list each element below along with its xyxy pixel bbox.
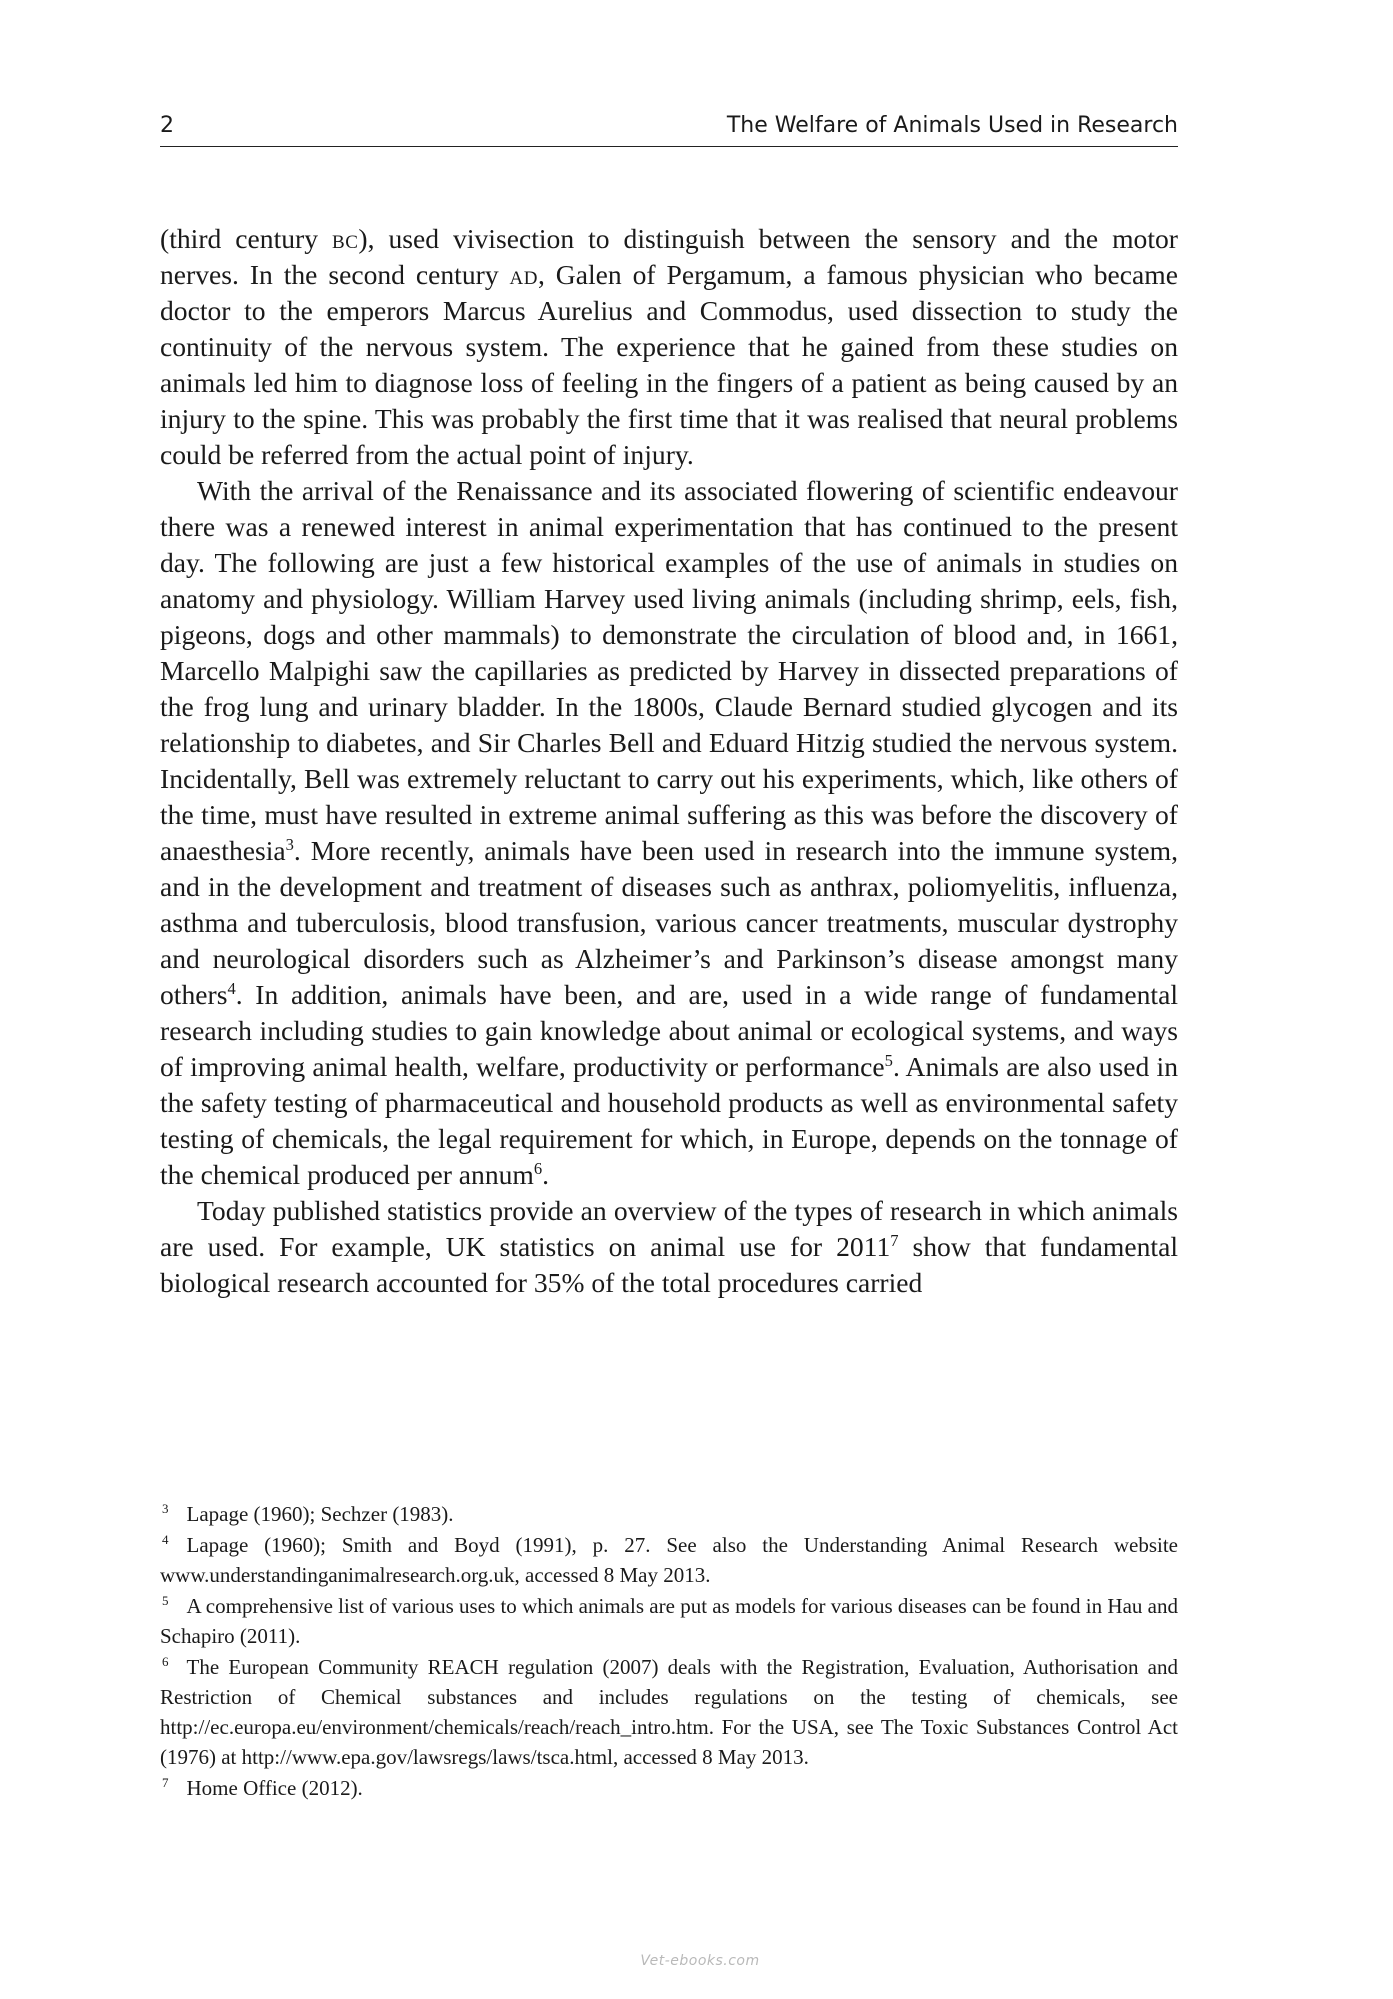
footnote-ref-4: 4 — [227, 978, 236, 998]
footnote-5: $^5$ A comprehensive list of various uses to which animals are put as models for various diseases can be found in Hau and Schapiro (2011). — [160, 1593, 1178, 1648]
body-text — [160, 221, 1178, 1301]
paragraph-2: With the arrival of the Renaissance and its associated flowering of scientific endeavour there was a renewed interest in animal experimentation that has continued to the present day. The following are just a few historical examples of the use of animals in studies on anatomy and physiology. William Harvey used living animals (including shrimp, eels, fish, pigeons, dogs and other mammals) to demonstrate the circulation of blood and, in 1661, Marcello Malpighi saw the capillaries as predicted by Harvey in dissected preparations of the frog lung and urinary bladder. In the 1800s, Claude Bernard studied glycogen and its relationship to diabetes, and Sir Charles Bell and Eduard Hitzig studied the nervous system. Incidentally, Bell was extremely reluctant to carry out his experiments, which, like others of the time, must have resulted in extreme animal suffering as this was before the discovery of anaesthesia$^3$. More recently, animals have been used in research into the immune system, and in the development and treatment of diseases such as anthrax, poliomyelitis, influenza, asthma and tuberculosis, blood transfusion, various cancer treatments, muscular dystrophy and neurological disorders such as Alzheimer’s and Parkinson’s disease amongst many others$^4$. In addition, animals have been, and are, used in a wide range of fundamental research including studies to gain knowledge about animal or ecological systems, and ways of improving animal health, welfare, productivity or performance$^5$. Animals are also used in the safety testing of pharmaceutical and household products as well as environmental safety testing of chemicals, the legal requirement for which, in Europe, depends on the tonnage of the chemical produced per annum$^6$. — [160, 475, 1178, 1190]
paragraph-3: Today published statistics provide an overview of the types of research in which animals are used. For example, UK statistics on animal use for 2011$^7$ show that fundamental biological research accounted for 35% of the total procedures carried — [160, 1195, 1179, 1298]
footnotes — [160, 1499, 1178, 1804]
footnote-4: $^4$ Lapage (1960); Smith and Boyd (1991), p. 27. See also the Understanding Animal Research website www.understandinganimalresearch.org.uk, accessed 8 May 2013. — [160, 1532, 1178, 1587]
footnote-6: $^6$ The European Community REACH regulation (2007) deals with the Registration, Evaluation, Authorisation and Restriction of Chemical substances and includes regulations on the testing of chemicals, see http://ec.europa.eu/environment/chemicals/reach/reach_intro.htm. For the USA, see The Toxic Substances Control Act (1976) at http://www.epa.gov/lawsregs/laws/tsca.html, accessed 8 May 2013. — [160, 1654, 1178, 1769]
footnote-ref-3: 3 — [285, 834, 294, 854]
paragraph-1: (third century bc), used vivisection to distinguish between the sensory and the motor nerves. In the second century ad, Galen of Pergamum, a famous physician who became doctor to the emperors Marcus Aurelius and Commodus, used dissection to study the continuity of the nervous system. The experience that he gained from these studies on animals led him to diagnose loss of feeling in the fingers of a patient as being caused by an injury to the spine. This was probably the first time that it was realised that neural problems could be referred from the actual point of injury. — [160, 223, 1178, 470]
footnote-ref-5: 5 — [884, 1050, 893, 1070]
running-title: The Welfare of Animals Used in Research — [726, 113, 1178, 138]
page-number: 2 — [160, 113, 174, 138]
era-ad: ad — [509, 259, 538, 290]
watermark-logo: Vet-ebooks.com — [640, 1953, 760, 1969]
footnote-3: $^3$ Lapage (1960); Sechzer (1983). — [162, 1501, 454, 1526]
footnote-ref-6: 6 — [533, 1158, 543, 1178]
running-head — [160, 112, 1178, 147]
footnote-ref-7: 7 — [890, 1230, 899, 1250]
footnote-7: $^7$ Home Office (2012). — [162, 1775, 363, 1800]
era-bc: bc — [332, 223, 359, 254]
